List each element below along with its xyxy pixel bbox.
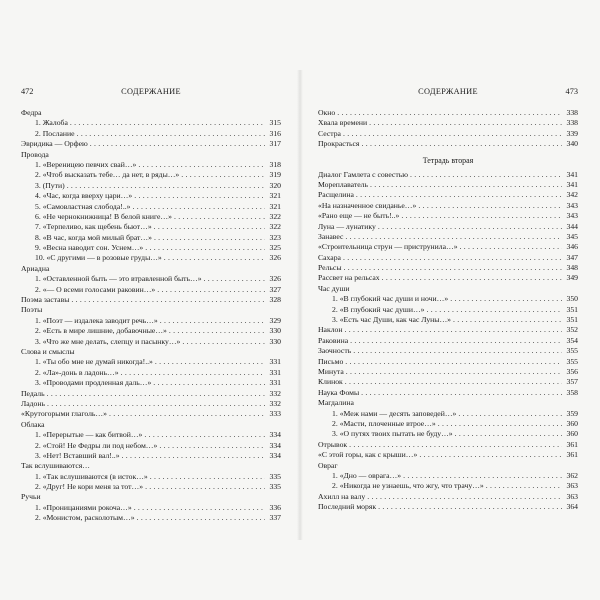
entry-page-number: 331 (269, 367, 281, 377)
toc-entry (318, 232, 578, 242)
toc-group-heading: Слова и смыслы (21, 346, 75, 356)
entry-page-number: 342 (566, 190, 578, 200)
dot-leader (450, 294, 562, 304)
toc-subentry (21, 285, 281, 295)
entry-page-number: 345 (566, 231, 578, 241)
dot-leader (137, 513, 265, 523)
entry-page-number: 331 (269, 357, 281, 367)
entry-title: Отрывок (318, 439, 348, 449)
toc-group-heading: Ариадна (21, 263, 50, 273)
toc-group-heading: Магдалина (318, 398, 354, 408)
entry-title: 1. «Ты обо мне не думай никогда!..» (35, 357, 153, 367)
dot-leader (367, 492, 562, 502)
toc-subentry (21, 160, 281, 170)
dot-leader (350, 336, 562, 346)
toc-entry (318, 377, 578, 387)
toc-entry (318, 253, 578, 263)
entry-page-number: 315 (269, 118, 281, 128)
entry-page-number: 321 (269, 201, 281, 211)
toc-group-heading: Облака (21, 419, 45, 429)
entry-page-number: 335 (269, 471, 281, 481)
entry-title: 1. «Меж нами — десять заповедей…» (332, 408, 457, 418)
entry-page-number: 332 (269, 388, 281, 398)
entry-title: 2. «Чтоб высказать тебе… да нет, в ряды…» (35, 170, 180, 180)
entry-page-number: 343 (566, 200, 578, 210)
dot-leader (160, 316, 265, 326)
entry-title: 3. «Нет! Вставший вал!..» (35, 450, 120, 460)
entry-page-number: 330 (269, 336, 281, 346)
dot-leader (438, 419, 562, 429)
entry-title: Мореплаватель (318, 179, 368, 189)
entry-title: 2. «Монистом, расколотым…» (35, 513, 135, 523)
dot-leader (378, 222, 562, 232)
toc-entry (318, 440, 578, 450)
toc-entry (318, 263, 578, 273)
dot-leader (145, 482, 265, 492)
entry-title: 7. «Терпеливо, как щебень бьют…» (35, 222, 152, 232)
dot-leader (182, 337, 265, 347)
dot-leader (455, 429, 562, 439)
entry-title: 1. «Оставленной быть — это втравленной быть…» (35, 274, 202, 284)
dot-leader (164, 253, 265, 263)
toc-subentry (21, 513, 281, 523)
entry-page-number: 316 (269, 128, 281, 138)
entry-page-number: 338 (566, 108, 578, 117)
entry-title: Эвридика — Орфею (21, 139, 88, 149)
dot-leader (401, 211, 562, 221)
right-page-header (318, 86, 578, 98)
toc-subentry (21, 181, 281, 191)
left-page (21, 86, 281, 524)
entry-title: Диалог Гамлета с совестью (318, 169, 408, 179)
entry-title: «Строительница струн — приструнила…» (318, 242, 458, 252)
entry-title: Письмо (318, 356, 344, 366)
entry-page-number: 325 (269, 243, 281, 253)
entry-title: Рельсы (318, 263, 342, 273)
entry-page-number: 323 (269, 232, 281, 242)
entry-page-number: 328 (269, 295, 281, 305)
dot-leader (47, 389, 265, 399)
entry-page-number: 349 (566, 273, 578, 283)
toc-subentry (318, 429, 578, 439)
dot-leader (418, 201, 562, 211)
left-page-header (21, 86, 281, 98)
entry-title: 4. «Час, когда вверху цари…» (35, 191, 133, 201)
entry-title: 2. «Друг! Не кори меня за тот…» (35, 482, 144, 492)
entry-page-number: 354 (566, 335, 578, 345)
entry-title: 1. «Перерытые — как битвой…» (35, 430, 143, 440)
dot-leader (419, 450, 562, 460)
entry-title: Наука Фомы (318, 387, 360, 397)
toc-entry (318, 190, 578, 200)
dot-leader (153, 378, 265, 388)
dot-leader (138, 160, 265, 170)
entry-page-number: 336 (269, 502, 281, 512)
toc-subentry (21, 202, 281, 212)
entry-title: Окно (318, 108, 336, 117)
toc-entry (21, 389, 281, 399)
dot-leader (403, 471, 562, 481)
dot-leader (356, 190, 562, 200)
toc-subentry (21, 222, 281, 232)
toc-list (318, 108, 578, 512)
dot-leader (174, 212, 265, 222)
toc-group-heading: Так вслушиваются… (21, 461, 90, 471)
toc-entry (21, 139, 281, 149)
toc-entry (318, 242, 578, 252)
toc-entry (318, 273, 578, 283)
entry-title: Клинок (318, 377, 343, 387)
entry-title: 1. «Дно — оврага…» (332, 470, 402, 480)
entry-page-number: 348 (566, 263, 578, 273)
dot-leader (90, 139, 265, 149)
toc-entry (318, 222, 578, 232)
entry-page-number: 352 (566, 325, 578, 335)
entry-page-number: 359 (566, 408, 578, 418)
entry-page-number: 355 (566, 356, 578, 366)
entry-page-number: 360 (566, 429, 578, 439)
toc-subentry (21, 451, 281, 461)
entry-page-number: 339 (566, 128, 578, 138)
toc-subentry (21, 212, 281, 222)
dot-leader (361, 139, 562, 149)
dot-leader (370, 180, 562, 190)
entry-title: Последний моряк (318, 502, 377, 512)
entry-title: 9. «Весна наводит сон. Уснем…» (35, 243, 144, 253)
entry-page-number: 322 (269, 211, 281, 221)
toc-subentry (21, 337, 281, 347)
dot-leader (109, 409, 265, 419)
entry-page-number: 344 (566, 221, 578, 231)
toc-entry (318, 450, 578, 460)
dot-leader (343, 129, 562, 139)
toc-subentry (21, 274, 281, 284)
toc-group-heading: Провода (21, 149, 49, 159)
dot-leader (77, 129, 265, 139)
toc-subentry (21, 253, 281, 263)
toc-subentry (21, 378, 281, 388)
entry-page-number: 360 (566, 418, 578, 428)
toc-subentry (318, 294, 578, 304)
toc-subentry (318, 419, 578, 429)
toc-entry (318, 325, 578, 335)
entry-page-number: 355 (566, 346, 578, 356)
entry-page-number: 361 (566, 439, 578, 449)
entry-page-number: 338 (566, 118, 578, 128)
entry-title: 2. «Есть в мире лишние, добавочные…» (35, 326, 167, 336)
dot-leader (70, 118, 265, 128)
toc-subentry (318, 305, 578, 315)
dot-leader (361, 388, 562, 398)
toc-subentry (21, 326, 281, 336)
toc-subentry (21, 472, 281, 482)
entry-title: Ладонь (21, 398, 46, 408)
toc-group-heading: Ручьи (21, 492, 41, 502)
toc-subentry (21, 129, 281, 139)
toc-subentry (21, 357, 281, 367)
toc-subentry (21, 368, 281, 378)
entry-page-number: 334 (269, 440, 281, 450)
dot-leader (453, 315, 562, 325)
toc-subentry (318, 481, 578, 491)
entry-title: Раковина (318, 335, 349, 345)
entry-page-number: 351 (566, 304, 578, 314)
entry-title: Расщелина (318, 190, 354, 200)
entry-page-number: 343 (566, 211, 578, 221)
entry-page-number: 347 (566, 252, 578, 262)
dot-leader (144, 430, 265, 440)
entry-title: Занавес (318, 231, 344, 241)
toc-subentry (21, 170, 281, 180)
toc-entry (318, 108, 578, 118)
toc-entry (318, 367, 578, 377)
entry-page-number: 337 (269, 513, 281, 523)
entry-page-number: 333 (269, 409, 281, 419)
dot-leader (345, 232, 562, 242)
entry-page-number: 363 (566, 481, 578, 491)
entry-page-number: 331 (269, 378, 281, 388)
dot-leader (71, 295, 265, 305)
toc-entry (318, 492, 578, 502)
entry-page-number: 341 (566, 169, 578, 179)
toc-entry (318, 118, 578, 128)
toc-entry (21, 295, 281, 305)
entry-title: Ахилл на валу (318, 491, 366, 501)
page-number: 473 (565, 87, 578, 96)
entry-title: 1. «Поэт — издалека заводит речь…» (35, 315, 158, 325)
toc-entry (318, 388, 578, 398)
running-title: СОДЕРЖАНИЕ (418, 87, 478, 96)
entry-title: Педаль (21, 388, 45, 398)
toc-entry (318, 211, 578, 221)
dot-leader (382, 273, 562, 283)
toc-subentry (21, 430, 281, 440)
dot-leader (346, 367, 562, 377)
entry-page-number: 326 (269, 253, 281, 263)
dot-leader (204, 274, 265, 284)
entry-title: 1. «В глубокий час души и ночи…» (332, 294, 449, 304)
dot-leader (458, 409, 562, 419)
toc-group-heading: Час души (318, 283, 350, 293)
toc-entry (318, 180, 578, 190)
dot-leader (460, 242, 562, 252)
entry-title: 5. «Самовластная слобода!..» (35, 201, 131, 211)
entry-page-number: 346 (566, 242, 578, 252)
dot-leader (47, 399, 265, 409)
dot-leader (134, 503, 265, 513)
entry-page-number: 318 (269, 159, 281, 169)
toc-entry (318, 336, 578, 346)
section-title: Тетрадь вторая (422, 155, 474, 165)
dot-leader (121, 368, 265, 378)
dot-leader (345, 377, 562, 387)
toc-entry (318, 170, 578, 180)
toc-entry (21, 409, 281, 419)
entry-page-number: 335 (269, 482, 281, 492)
toc-list (21, 108, 281, 524)
toc-entry (318, 357, 578, 367)
dot-leader (169, 326, 265, 336)
entry-page-number: 362 (566, 470, 578, 480)
right-page (318, 86, 578, 512)
dot-leader (122, 451, 265, 461)
dot-leader (145, 243, 265, 253)
entry-title: «Крутогорыми глаголь…» (21, 409, 107, 419)
entry-title: Хвала времени (318, 118, 368, 128)
dot-leader (427, 305, 563, 315)
entry-page-number: 341 (566, 179, 578, 189)
entry-page-number: 361 (566, 450, 578, 460)
dot-leader (154, 233, 265, 243)
entry-page-number: 329 (269, 315, 281, 325)
entry-page-number: 321 (269, 191, 281, 201)
toc-group-heading: Поэты (21, 305, 43, 315)
dot-leader (337, 108, 562, 118)
dot-leader (181, 170, 265, 180)
entry-title: 6. «Не чернокнижница! В белой книге…» (35, 211, 172, 221)
dot-leader (378, 502, 562, 512)
entry-title: 2. «В глубокий час души…» (332, 304, 425, 314)
entry-page-number: 363 (566, 491, 578, 501)
entry-page-number: 364 (566, 502, 578, 512)
entry-page-number: 320 (269, 180, 281, 190)
entry-title: Сестра (318, 128, 341, 138)
entry-title: 1. «Вереницею певчих свай…» (35, 159, 137, 169)
entry-title: Поэма заставы (21, 295, 70, 305)
book-gutter (297, 70, 303, 540)
toc-subentry (21, 503, 281, 513)
toc-entry (21, 399, 281, 409)
entry-title: 2. «Ла»-донь в ладонь…» (35, 367, 119, 377)
toc-subentry (21, 441, 281, 451)
entry-title: Наклон (318, 325, 343, 335)
entry-title: 2. «Стой! Не Федры ли под небом…» (35, 440, 158, 450)
dot-leader (345, 325, 563, 335)
entry-title: 2. «Масти, плоченные втрое…» (332, 418, 436, 428)
entry-title: 2. Послание (35, 128, 75, 138)
dot-leader (343, 253, 562, 263)
entry-title: Заочность (318, 346, 352, 356)
dot-leader (133, 202, 265, 212)
entry-title: Сахара (318, 252, 341, 262)
toc-subentry (21, 243, 281, 253)
entry-page-number: 327 (269, 284, 281, 294)
toc-entry (318, 129, 578, 139)
entry-title: 1. Жалоба (35, 118, 68, 128)
dot-leader (369, 118, 562, 128)
entry-title: 1. «Так вслушиваются (в исток…» (35, 471, 148, 481)
dot-leader (155, 357, 265, 367)
dot-leader (410, 170, 562, 180)
entry-title: Минута (318, 366, 344, 376)
toc-entry (318, 139, 578, 149)
entry-page-number: 356 (566, 366, 578, 376)
dot-leader (154, 222, 265, 232)
entry-title: Рассвет на рельсах (318, 273, 380, 283)
entry-title: 3. «О путях твоих пытать не буду…» (332, 429, 453, 439)
dot-leader (67, 181, 265, 191)
dot-leader (486, 481, 562, 491)
entry-title: 3. (Пути) (35, 180, 65, 190)
toc-entry (318, 502, 578, 512)
entry-page-number: 317 (269, 139, 281, 149)
entry-title: 8. «В час, когда мой милый брат…» (35, 232, 152, 242)
running-title: СОДЕРЖАНИЕ (121, 87, 181, 96)
entry-page-number: 358 (566, 387, 578, 397)
toc-subentry (21, 482, 281, 492)
entry-page-number: 332 (269, 398, 281, 408)
entry-title: 2. «— О всеми голосами раковин…» (35, 284, 156, 294)
dot-leader (345, 357, 562, 367)
toc-subentry (318, 315, 578, 325)
page-number: 472 (21, 87, 34, 96)
entry-page-number: 322 (269, 222, 281, 232)
entry-page-number: 319 (269, 170, 281, 180)
entry-page-number: 340 (566, 139, 578, 149)
toc-subentry (21, 118, 281, 128)
dot-leader (150, 472, 265, 482)
toc-entry (318, 201, 578, 211)
entry-title: «С этой горы, как с крыши…» (318, 450, 418, 460)
entry-title: 3. «Что же мне делать, слепцу и пасынку…» (35, 336, 181, 346)
dot-leader (344, 263, 562, 273)
entry-page-number: 357 (566, 377, 578, 387)
toc-subentry (21, 191, 281, 201)
entry-page-number: 350 (566, 294, 578, 304)
dot-leader (134, 191, 265, 201)
entry-title: 3. «Проводами продленная даль…» (35, 378, 152, 388)
toc-subentry (318, 409, 578, 419)
entry-title: 2. «Никогда не узнаешь, что жгу, что трачу…» (332, 481, 484, 491)
toc-entry (318, 346, 578, 356)
entry-page-number: 334 (269, 430, 281, 440)
entry-title: Прокрасться (318, 139, 360, 149)
entry-title: 10. «С другими — в розовые груды…» (35, 253, 162, 263)
entry-title: «На назначенное свиданье…» (318, 200, 417, 210)
entry-title: 1. «Проницаниями рокоча…» (35, 502, 132, 512)
entry-page-number: 330 (269, 326, 281, 336)
toc-subentry (21, 316, 281, 326)
toc-subentry (21, 233, 281, 243)
toc-group-heading: Федра (21, 108, 42, 117)
entry-title: «Рано еще — не быть!..» (318, 211, 400, 221)
entry-page-number: 351 (566, 315, 578, 325)
dot-leader (349, 440, 562, 450)
entry-page-number: 334 (269, 450, 281, 460)
entry-page-number: 326 (269, 274, 281, 284)
entry-title: Луна — лунатику (318, 221, 376, 231)
dot-leader (157, 285, 265, 295)
toc-subentry (318, 471, 578, 481)
dot-leader (159, 441, 265, 451)
toc-group-heading: Овраг (318, 460, 338, 470)
dot-leader (353, 346, 562, 356)
entry-title: 3. «Есть час Души, как час Луны…» (332, 315, 451, 325)
